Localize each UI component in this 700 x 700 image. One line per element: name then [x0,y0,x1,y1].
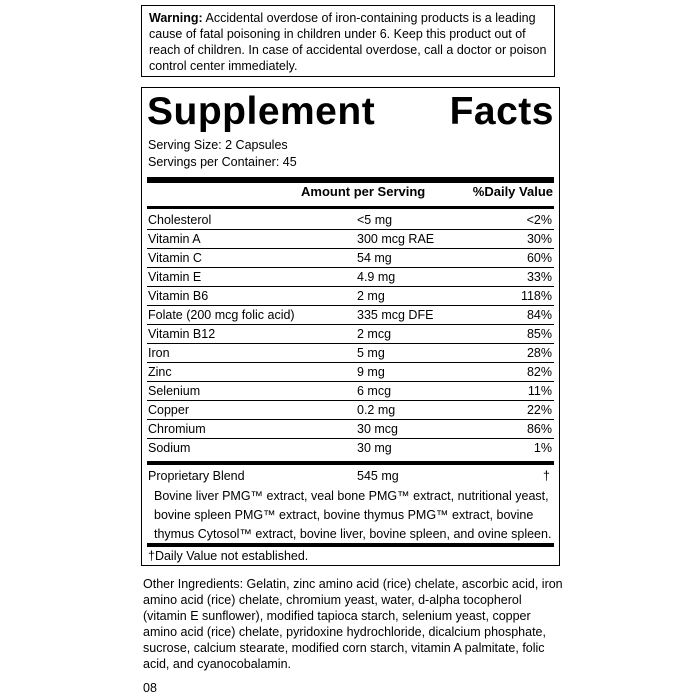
nutrient-daily-value: <2% [526,213,552,227]
nutrient-daily-value: 33% [526,270,552,284]
header-daily-value: %Daily Value [472,184,553,199]
blend-description: Bovine liver PMG™ extract, veal bone PMG™ extract, nutritional yeast, bovine spleen PMG™ extract, bovine thymus PMG™ extract, bovine thymus Cytosol™ extract, bovine liver, bovine spleen, and ovine spleen. [154,489,552,541]
nutrient-row [147,249,554,268]
warning-text: Accidental overdose of iron-containing products is a leading cause of fatal poisoning in children under 6. Keep this product out of reach of children. In case of accidental overdose, call a doctor or poison control center immediately. [149,11,547,73]
nutrient-daily-value: 1% [533,441,552,455]
nutrient-amount: 5 mg [357,346,385,360]
nutrient-row [147,211,554,230]
other-ingredients: Other Ingredients: Gelatin, zinc amino acid (rice) chelate, ascorbic acid, iron amino acid (rice) chelate, chromium yeast, water, d-alpha tocopherol (vitamin E sunflower), modified tapioca starch, selenium yeast, copper amino acid (rice) chelate, pyridoxine hydrochloride, dicalcium phosphate, sucrose, calcium stearate, modified corn starch, vitamin A palmitate, folic acid, and cyanocobalamin. [143,577,563,671]
nutrient-row [147,268,554,287]
footnote-rule [147,543,554,547]
nutrient-name: Selenium [148,384,201,398]
nutrient-row [147,344,554,363]
servings-per-container: Servings per Container: 45 [148,155,297,169]
blend-amount: 545 mg [357,469,399,483]
nutrient-row [147,287,554,306]
nutrient-amount: 30 mcg [357,422,398,436]
nutrient-amount: 54 mg [357,251,392,265]
nutrient-amount: 335 mcg DFE [357,308,434,322]
nutrient-row [147,420,554,439]
nutrient-row [147,382,554,401]
nutrient-amount: 300 mcg RAE [357,232,435,246]
nutrient-name: Cholesterol [148,213,212,227]
nutrient-row [147,439,554,458]
nutrient-amount: 6 mcg [357,384,392,398]
nutrient-amount: 2 mcg [357,327,392,341]
warning-box [141,5,555,77]
header-rule [147,206,554,209]
supplement-facts-panel [141,87,560,566]
nutrient-row [147,306,554,325]
warning-label: Warning: [149,11,203,25]
facts-title-word2: Facts [449,90,554,133]
nutrient-daily-value: 118% [520,289,552,303]
nutrient-name: Sodium [148,441,191,455]
nutrient-amount: 4.9 mg [357,270,396,284]
nutrient-amount: 30 mg [357,441,392,455]
nutrient-name: Vitamin E [148,270,202,284]
blend-dagger: † [543,469,550,483]
nutrient-name: Vitamin A [148,232,201,246]
header-amount: Amount per Serving [301,184,426,199]
nutrient-amount: 9 mg [357,365,385,379]
nutrient-name: Copper [148,403,189,417]
nutrient-row [147,401,554,420]
nutrient-daily-value: 28% [526,346,552,360]
serving-size: Serving Size: 2 Capsules [148,138,288,152]
nutrient-daily-value: 11% [527,384,552,398]
nutrient-daily-value: 22% [526,403,552,417]
daily-value-footnote: †Daily Value not established. [148,549,309,563]
nutrient-daily-value: 60% [526,251,552,265]
nutrient-name: Vitamin B12 [148,327,216,341]
blend-name: Proprietary Blend [148,469,245,483]
nutrient-daily-value: 82% [526,365,552,379]
nutrient-row [147,325,554,344]
nutrient-daily-value: 85% [526,327,552,341]
nutrient-name: Iron [148,346,170,360]
blend-rule [147,461,554,465]
facts-title-word1: Supplement [147,90,376,133]
nutrient-name: Zinc [148,365,172,379]
nutrient-daily-value: 84% [526,308,552,322]
facts-title [147,88,554,136]
lot-code: 08 [143,681,157,695]
nutrient-name: Vitamin B6 [148,289,209,303]
nutrient-amount: <5 mg [357,213,393,227]
nutrient-row [147,230,554,249]
nutrient-daily-value: 86% [526,422,552,436]
nutrient-name: Vitamin C [148,251,202,265]
nutrient-name: Chromium [148,422,206,436]
nutrient-name: Folate (200 mcg folic acid) [148,308,295,322]
nutrient-amount: 0.2 mg [357,403,396,417]
nutrient-row [147,363,554,382]
nutrient-daily-value: 30% [526,232,552,246]
nutrient-amount: 2 mg [357,289,385,303]
